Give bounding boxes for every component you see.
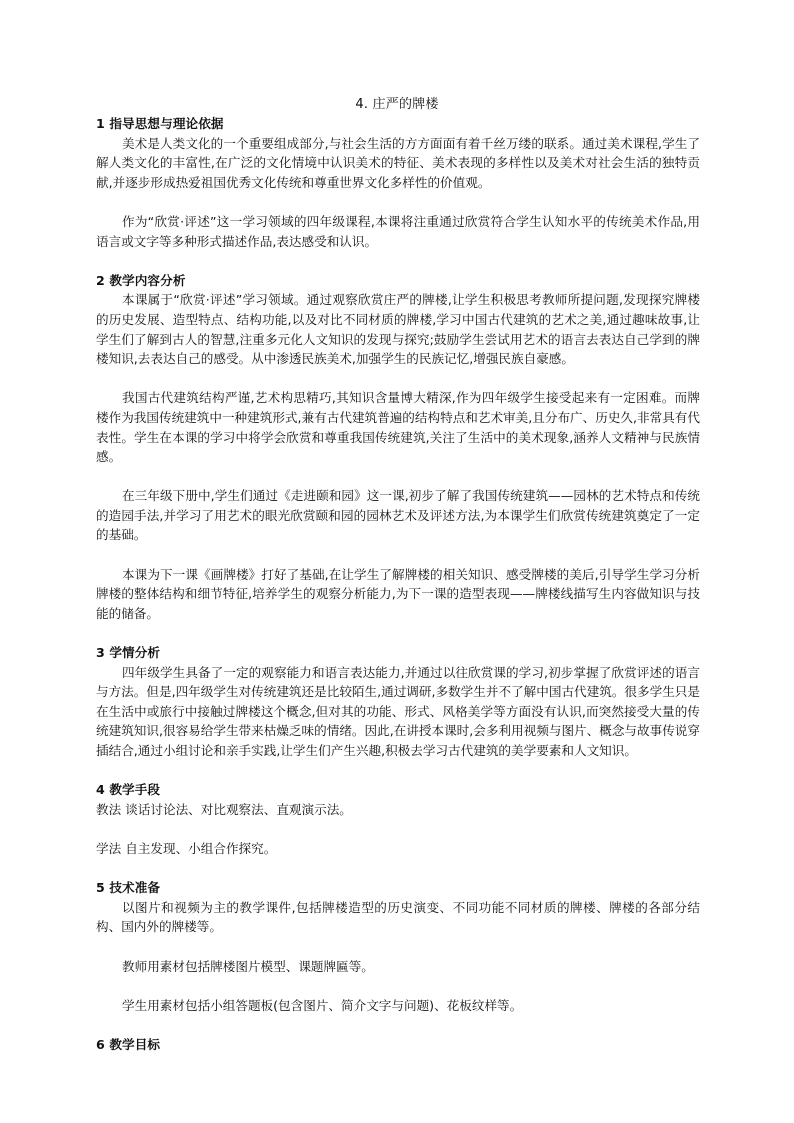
section-content-analysis xyxy=(96,271,700,624)
section-teaching-methods xyxy=(96,780,700,858)
paragraph: 本课为下一课《画牌楼》打好了基础,在让学生了解牌楼的相关知识、感受牌楼的美后,引导学生学习分析牌楼的整体结构和细节特征,培养学生的观察分析能力,为下一课的造型表现——牌楼线描写生内容做知识与技能的储备。 xyxy=(96,566,700,621)
paragraph: 以图片和视频为主的教学课件,包括牌楼造型的历史演变、不同功能不同材质的牌楼、牌楼的各部分结构、国内外的牌楼等。 xyxy=(96,899,700,935)
paragraph: 学生用素材包括小组答题板(包含图片、简介文字与问题)、花板纹样等。 xyxy=(122,997,523,1013)
section-heading: 6 教学目标 xyxy=(96,1036,161,1052)
paragraph: 教师用素材包括牌楼图片模型、课题牌匾等。 xyxy=(122,958,374,974)
document-title: 4. 庄严的牌楼 xyxy=(355,97,439,112)
section-heading: 1 指导思想与理论依据 xyxy=(96,116,224,131)
section-teaching-objectives xyxy=(96,1035,700,1055)
section-heading: 5 技术准备 xyxy=(96,880,161,896)
paragraph: 美术是人类文化的一个重要组成部分,与社会生活的方方面面有着千丝万缕的联系。通过美术课程,学生了解人类文化的丰富性,在广泛的文化情境中认识美术的特征、美术表现的多样性以及美术对社会生活的独特贡献,并逐步形成热爱祖国优秀文化传统和尊重世界文化多样性的价值观。 xyxy=(96,135,700,190)
teaching-method-line: 教法 谈话讨论法、对比观察法、直观演示法。 xyxy=(96,801,352,817)
paragraph: 作为“欣赏·评述”这一学习领域的四年级课程,本课将注重通过欣赏符合学生认知水平的传统美术作品,用语言或文字等多种形式描述作品,表达感受和认识。 xyxy=(96,213,700,249)
paragraph: 四年级学生具备了一定的观察能力和语言表达能力,并通过以往欣赏课的学习,初步掌握了欣赏评述的语言与方法。但是,四年级学生对传统建筑还是比较陌生,通过调研,多数学生并不了解中国古代建筑。很多学生只是在生活中或旅行中接触过牌楼这个概念,但对其的功能、形式、风格美学等方面没有认识,而突然接受大量的传统建筑知识,很容易给学生带来枯燥乏味的情绪。因此,在讲授本课时,会多利用视频与图片、概念与故事传说穿插结合,通过小组讨论和亲手实践,让学生们产生兴趣,积极去学习古代建筑的美学要素和人文知识。 xyxy=(96,664,700,758)
section-heading: 3 学情分析 xyxy=(96,645,161,661)
document-body xyxy=(96,114,700,1055)
paragraph: 在三年级下册中,学生们通过《走进颐和园》这一课,初步了解了我国传统建筑——园林的艺术特点和传统的造园手法,并学习了用艺术的眼光欣赏颐和园的园林艺术及评述方法,为本课学生们欣赏传统建筑奠定了一定的基础。 xyxy=(96,488,700,543)
section-heading: 2 教学内容分析 xyxy=(96,272,186,288)
section-technical-preparation xyxy=(96,878,700,1015)
section-guiding-ideology xyxy=(96,114,700,251)
learning-method-line: 学法 自主发现、小组合作探究。 xyxy=(96,840,277,856)
paragraph: 我国古代建筑结构严谨,艺术构思精巧,其知识含量博大精深,作为四年级学生接受起来有一定困难。而牌楼作为我国传统建筑中一种建筑形式,兼有古代建筑普遍的结构特点和艺术审美,且分布广、历史久,非常具有代表性。学生在本课的学习中将学会欣赏和尊重我国传统建筑,关注了生活中的美术现象,涵养人文精神与民族情感。 xyxy=(96,390,700,465)
paragraph: 本课属于“欣赏·评述”学习领域。通过观察欣赏庄严的牌楼,让学生积极思考教师所提问题,发现探究牌楼的历史发展、造型特点、结构功能,以及对比不同材质的牌楼,学习中国古代建筑的艺术之美,通过趣味故事,让学生们了解到古人的智慧,注重多元化人文知识的发现与探究;鼓励学生尝试用艺术的语言去表达自己学到的牌楼知识,去表达自己的感受。从中渗透民族美术,加强学生的民族记忆,增强民族自豪感。 xyxy=(96,292,700,367)
section-heading: 4 教学手段 xyxy=(96,782,161,798)
section-student-analysis xyxy=(96,643,700,761)
